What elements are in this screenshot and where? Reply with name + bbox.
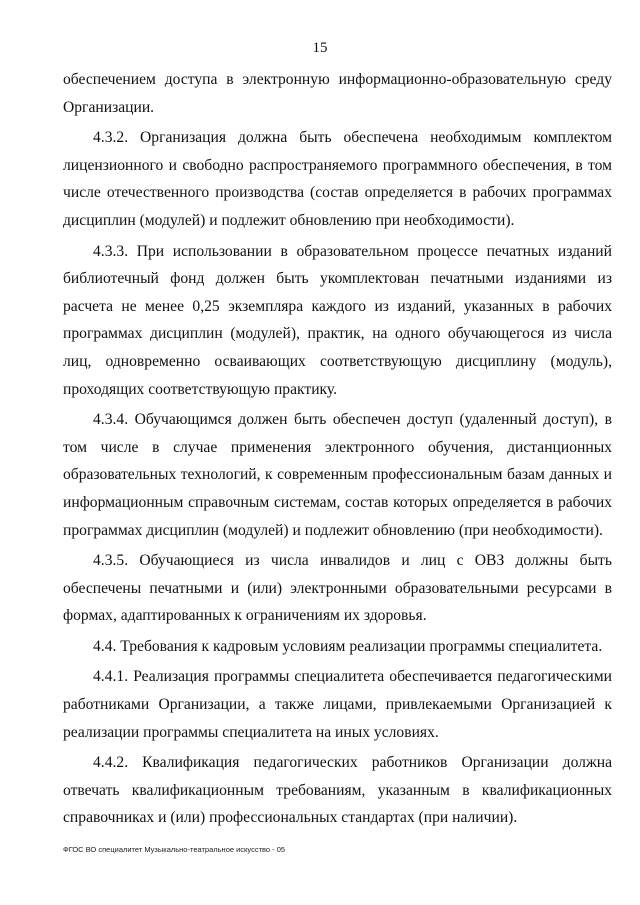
page-footer: ФГОС ВО специалитет Музыкально-театральное искусство - 05 <box>63 845 286 854</box>
paragraph-4-4: 4.4. Требования к кадровым условиям реализации программы специалитета. <box>93 637 603 655</box>
paragraph-4-3-4: 4.3.4. Обучающимся должен быть обеспечен доступ (удаленный доступ), в том числе в случае применения электронного обучения, дистанционных образовательных технологий, к современным профессиональным базам данных и информационным справочным системам, состав которых определяется в рабочих программах дисциплин (модулей) и подлежит обновлению (при необходимости). <box>63 411 612 539</box>
body-text <box>63 66 612 832</box>
paragraph-4-3-2: 4.3.2. Организация должна быть обеспечена необходимым комплектом лицензионного и свободно распространяемого программного обеспечения, в том числе отечественного производства (состав определяется в рабочих программах дисциплин (модулей) и подлежит обновлению при необходимости). <box>63 129 612 229</box>
page-number: 15 <box>312 40 328 56</box>
paragraph-4-4-1: 4.4.1. Реализация программы специалитета обеспечивается педагогическими работниками Организации, а также лицами, привлекаемыми Организацией к реализации программы специалитета на иных условиях. <box>63 668 612 741</box>
paragraph-4-4-2: 4.4.2. Квалификация педагогических работников Организации должна отвечать квалификационным требованиям, указанным в квалификационных справочниках и (или) профессиональных стандартах (при наличии). <box>63 754 612 827</box>
paragraph-continuation: обеспечением доступа в электронную информационно-образовательную среду Организации. <box>63 71 612 116</box>
paragraph-4-3-3: 4.3.3. При использовании в образовательном процессе печатных изданий библиотечный фонд должен быть укомплектован печатными изданиями из расчета не менее 0,25 экземпляра каждого из изданий, указанных в рабочих программах дисциплин (модулей), практик, на одного обучающегося из числа лиц, одновременно осваивающих соответствующую дисциплину (модуль), проходящих соответствующую практику. <box>63 242 612 398</box>
paragraph-4-3-5: 4.3.5. Обучающиеся из числа инвалидов и лиц с ОВЗ должны быть обеспечены печатными и (или) электронными образовательными ресурсами в формах, адаптированных к ограничениям их здоровья. <box>63 552 612 625</box>
